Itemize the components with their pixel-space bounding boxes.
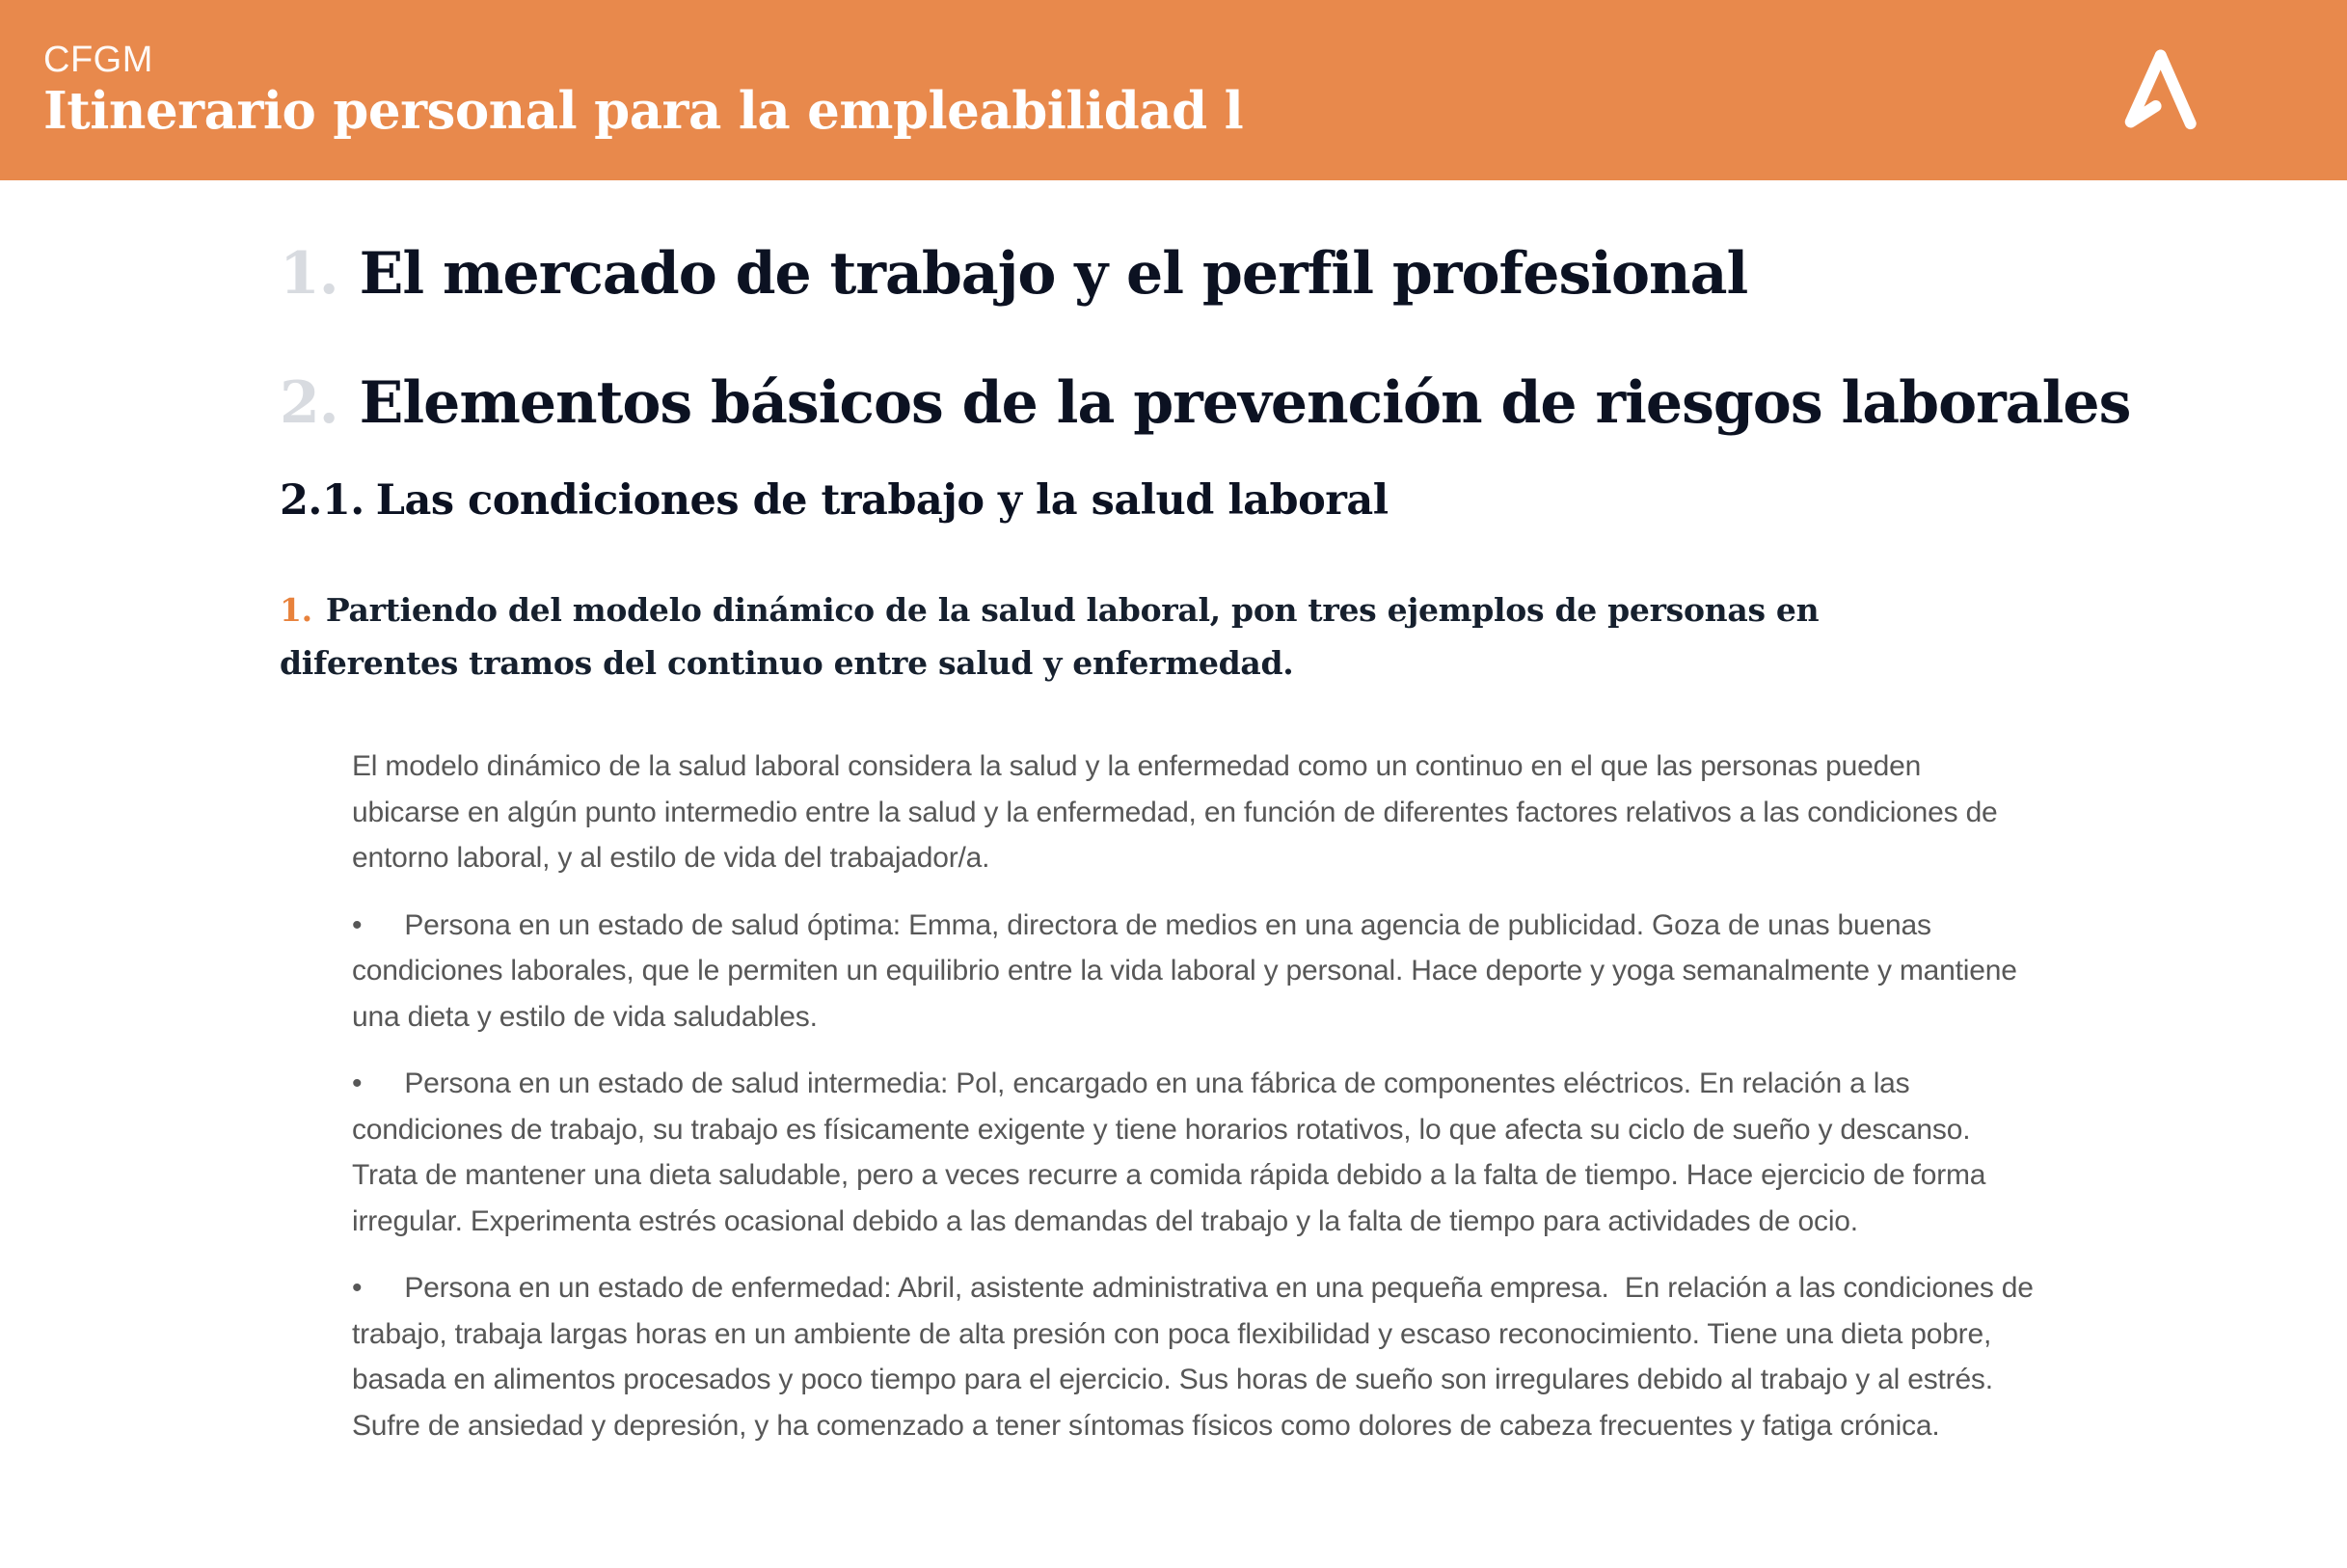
section-number: 2. — [280, 369, 338, 437]
subsection-number: 2.1. — [280, 476, 364, 525]
answer-intro-paragraph — [352, 743, 2035, 881]
exercise-question — [280, 583, 1909, 689]
answer-bullet-3 — [352, 1265, 2041, 1448]
question-text: Partiendo del modelo dinámico de la salud laboral, pon tres ejemplos de personas en diferentes tramos del continuo entre salud y enfermedad. — [280, 591, 1820, 682]
bullet-text: Persona en un estado de enfermedad: Abril, asistente administrativa en una pequeña empresa. En relación a las condiciones de trabajo, trabaja largas horas en un ambiente de alta presión con poca flexibilidad y escaso reconocimiento. Tiene una dieta pobre, basada en alimentos procesados y poco tiempo para el ejercicio. Sus horas de sueño son irregulares debido al trabajo y al estrés. Sufre de ansiedad y depresión, y ha comenzado a tener síntomas físicos como dolores de cabeza frecuentes y fatiga crónica. — [352, 1272, 2041, 1442]
subsection-title: Las condiciones de trabajo y la salud laboral — [375, 476, 1389, 525]
bullet-marker: • — [352, 1272, 363, 1304]
answer-block — [352, 743, 2041, 1448]
section-title: El mercado de trabajo y el perfil profesional — [359, 240, 1748, 308]
brand-a-logo-icon — [2118, 44, 2200, 133]
paragraph-text: El modelo dinámico de la salud laboral considera la salud y la enfermedad como un continuo en el que las personas pueden ubicarse en algún punto intermedio entre la salud y la enfermedad, en función de diferentes factores relativos a las condiciones de entorno laboral, y al estilo de vida del trabajador/a. — [352, 750, 2006, 874]
header-text-block — [0, 0, 2347, 141]
bullet-text: Persona en un estado de salud óptima: Emma, directora de medios en una agencia de publicidad. Goza de unas buenas condiciones laborales, que le permiten un equilibrio entre la vida laboral y personal. Hace deporte y yoga semanalmente y mantiene una dieta y estilo de vida saludables. — [352, 908, 2025, 1033]
bullet-text: Persona en un estado de salud intermedia: Pol, encargado en una fábrica de componentes eléctricos. En relación a las condiciones de trabajo, su trabajo es físicamente exigente y tiene horarios rotativos, lo que afecta su ciclo de sueño y descanso. Trata de mantener una dieta saludable, pero a veces recurre a comida rápida debido a la falta de tiempo. Hace ejercicio de forma irregular. Experimenta estrés ocasional debido a las demandas del trabajo y la falta de tiempo para actividades de ocio. — [352, 1068, 1994, 1237]
answer-bullet-1 — [352, 903, 2035, 1041]
section-number: 1. — [280, 240, 338, 308]
section-heading-1 — [280, 238, 2347, 310]
header-eyebrow: CFGM — [43, 40, 153, 80]
bullet-marker: • — [352, 908, 363, 941]
document-body — [0, 180, 2347, 1448]
bullet-marker: • — [352, 1068, 363, 1099]
header-title: Itinerario personal para la empleabilidad l — [43, 81, 1244, 141]
section-heading-2 — [280, 367, 2347, 439]
section-title: Elementos básicos de la prevención de riesgos laborales — [359, 369, 2131, 437]
answer-bullet-2 — [352, 1061, 2035, 1244]
header-band — [0, 0, 2347, 180]
question-number: 1. — [280, 591, 312, 629]
subsection-heading — [280, 473, 2347, 527]
